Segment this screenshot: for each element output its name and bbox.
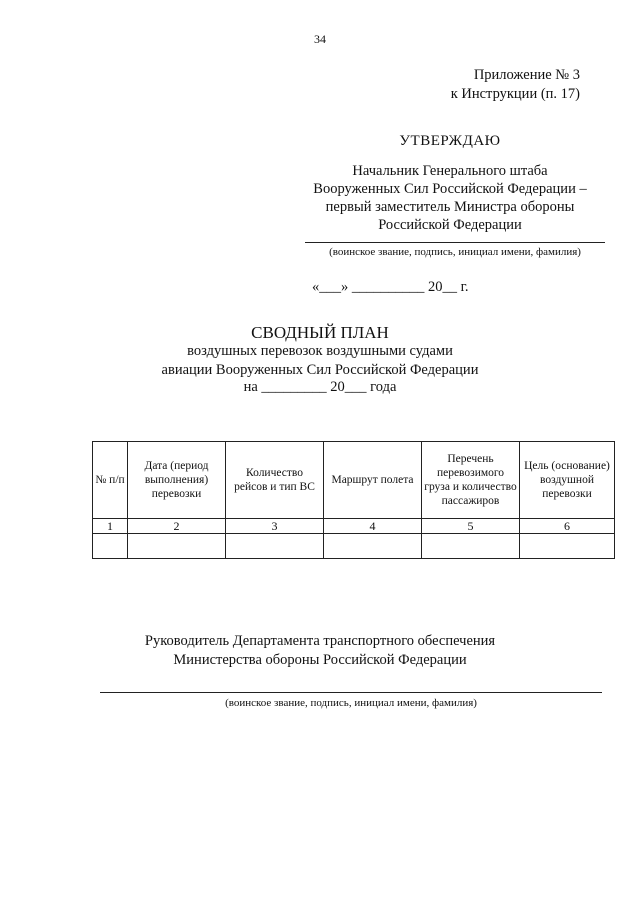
header-flights: Количество рейсов и тип ВС xyxy=(226,442,324,519)
approver-signature-caption: (воинское звание, подпись, инициал имени, фамилия) xyxy=(329,246,581,258)
annex-reference xyxy=(451,66,580,104)
header-purpose: Цель (основание) воздушной перевозки xyxy=(520,442,615,519)
footer-signature-caption: (воинское звание, подпись, инициал имени, фамилия) xyxy=(225,697,477,709)
column-number: 1 xyxy=(93,519,128,534)
table-cell xyxy=(324,534,422,559)
plan-year-line: на _________ 20___ года xyxy=(243,379,397,395)
footer-signature-line xyxy=(100,692,602,693)
table-row xyxy=(93,534,615,559)
approver-position xyxy=(300,162,600,234)
approval-date-line: «___» __________ 20__ г. xyxy=(312,279,469,295)
approver-position-line: Начальник Генерального штаба xyxy=(352,163,548,179)
approver-position-line: Вооруженных Сил Российской Федерации – xyxy=(313,181,587,197)
document-subtitle-line: воздушных перевозок воздушными судами xyxy=(187,343,453,359)
approver-signature-line xyxy=(305,242,605,243)
column-number: 5 xyxy=(422,519,520,534)
header-cargo: Перечень перевозимого груза и количество пассажиров xyxy=(422,442,520,519)
approver-position-line: первый заместитель Министра обороны xyxy=(325,199,575,215)
approval-heading: УТВЕРЖДАЮ xyxy=(399,133,501,149)
plan-table xyxy=(92,441,615,559)
footer-signatory-line: Министерства обороны Российской Федерации xyxy=(173,652,467,668)
footer-signatory xyxy=(0,632,640,670)
column-number: 3 xyxy=(226,519,324,534)
table-header-row xyxy=(93,442,615,519)
footer-signatory-line: Руководитель Департамента транспортного обеспечения xyxy=(144,633,496,649)
column-number: 2 xyxy=(128,519,226,534)
page-number: 34 xyxy=(314,32,326,46)
header-number: № п/п xyxy=(93,442,128,519)
annex-number: Приложение № 3 xyxy=(473,67,580,83)
table-cell xyxy=(520,534,615,559)
approver-position-line: Российской Федерации xyxy=(378,217,522,233)
header-route: Маршрут полета xyxy=(324,442,422,519)
table-cell xyxy=(422,534,520,559)
column-number-row xyxy=(93,519,615,534)
document-subtitle-line: авиации Вооруженных Сил Российской Федерации xyxy=(161,362,479,378)
document-title: СВОДНЫЙ ПЛАН xyxy=(251,323,389,342)
table-cell xyxy=(128,534,226,559)
table-cell xyxy=(226,534,324,559)
annex-instruction-reference: к Инструкции (п. 17) xyxy=(450,86,580,102)
table-cell xyxy=(93,534,128,559)
column-number: 6 xyxy=(520,519,615,534)
column-number: 4 xyxy=(324,519,422,534)
document-subtitle xyxy=(0,342,640,380)
header-date: Дата (период выполнения) перевозки xyxy=(128,442,226,519)
